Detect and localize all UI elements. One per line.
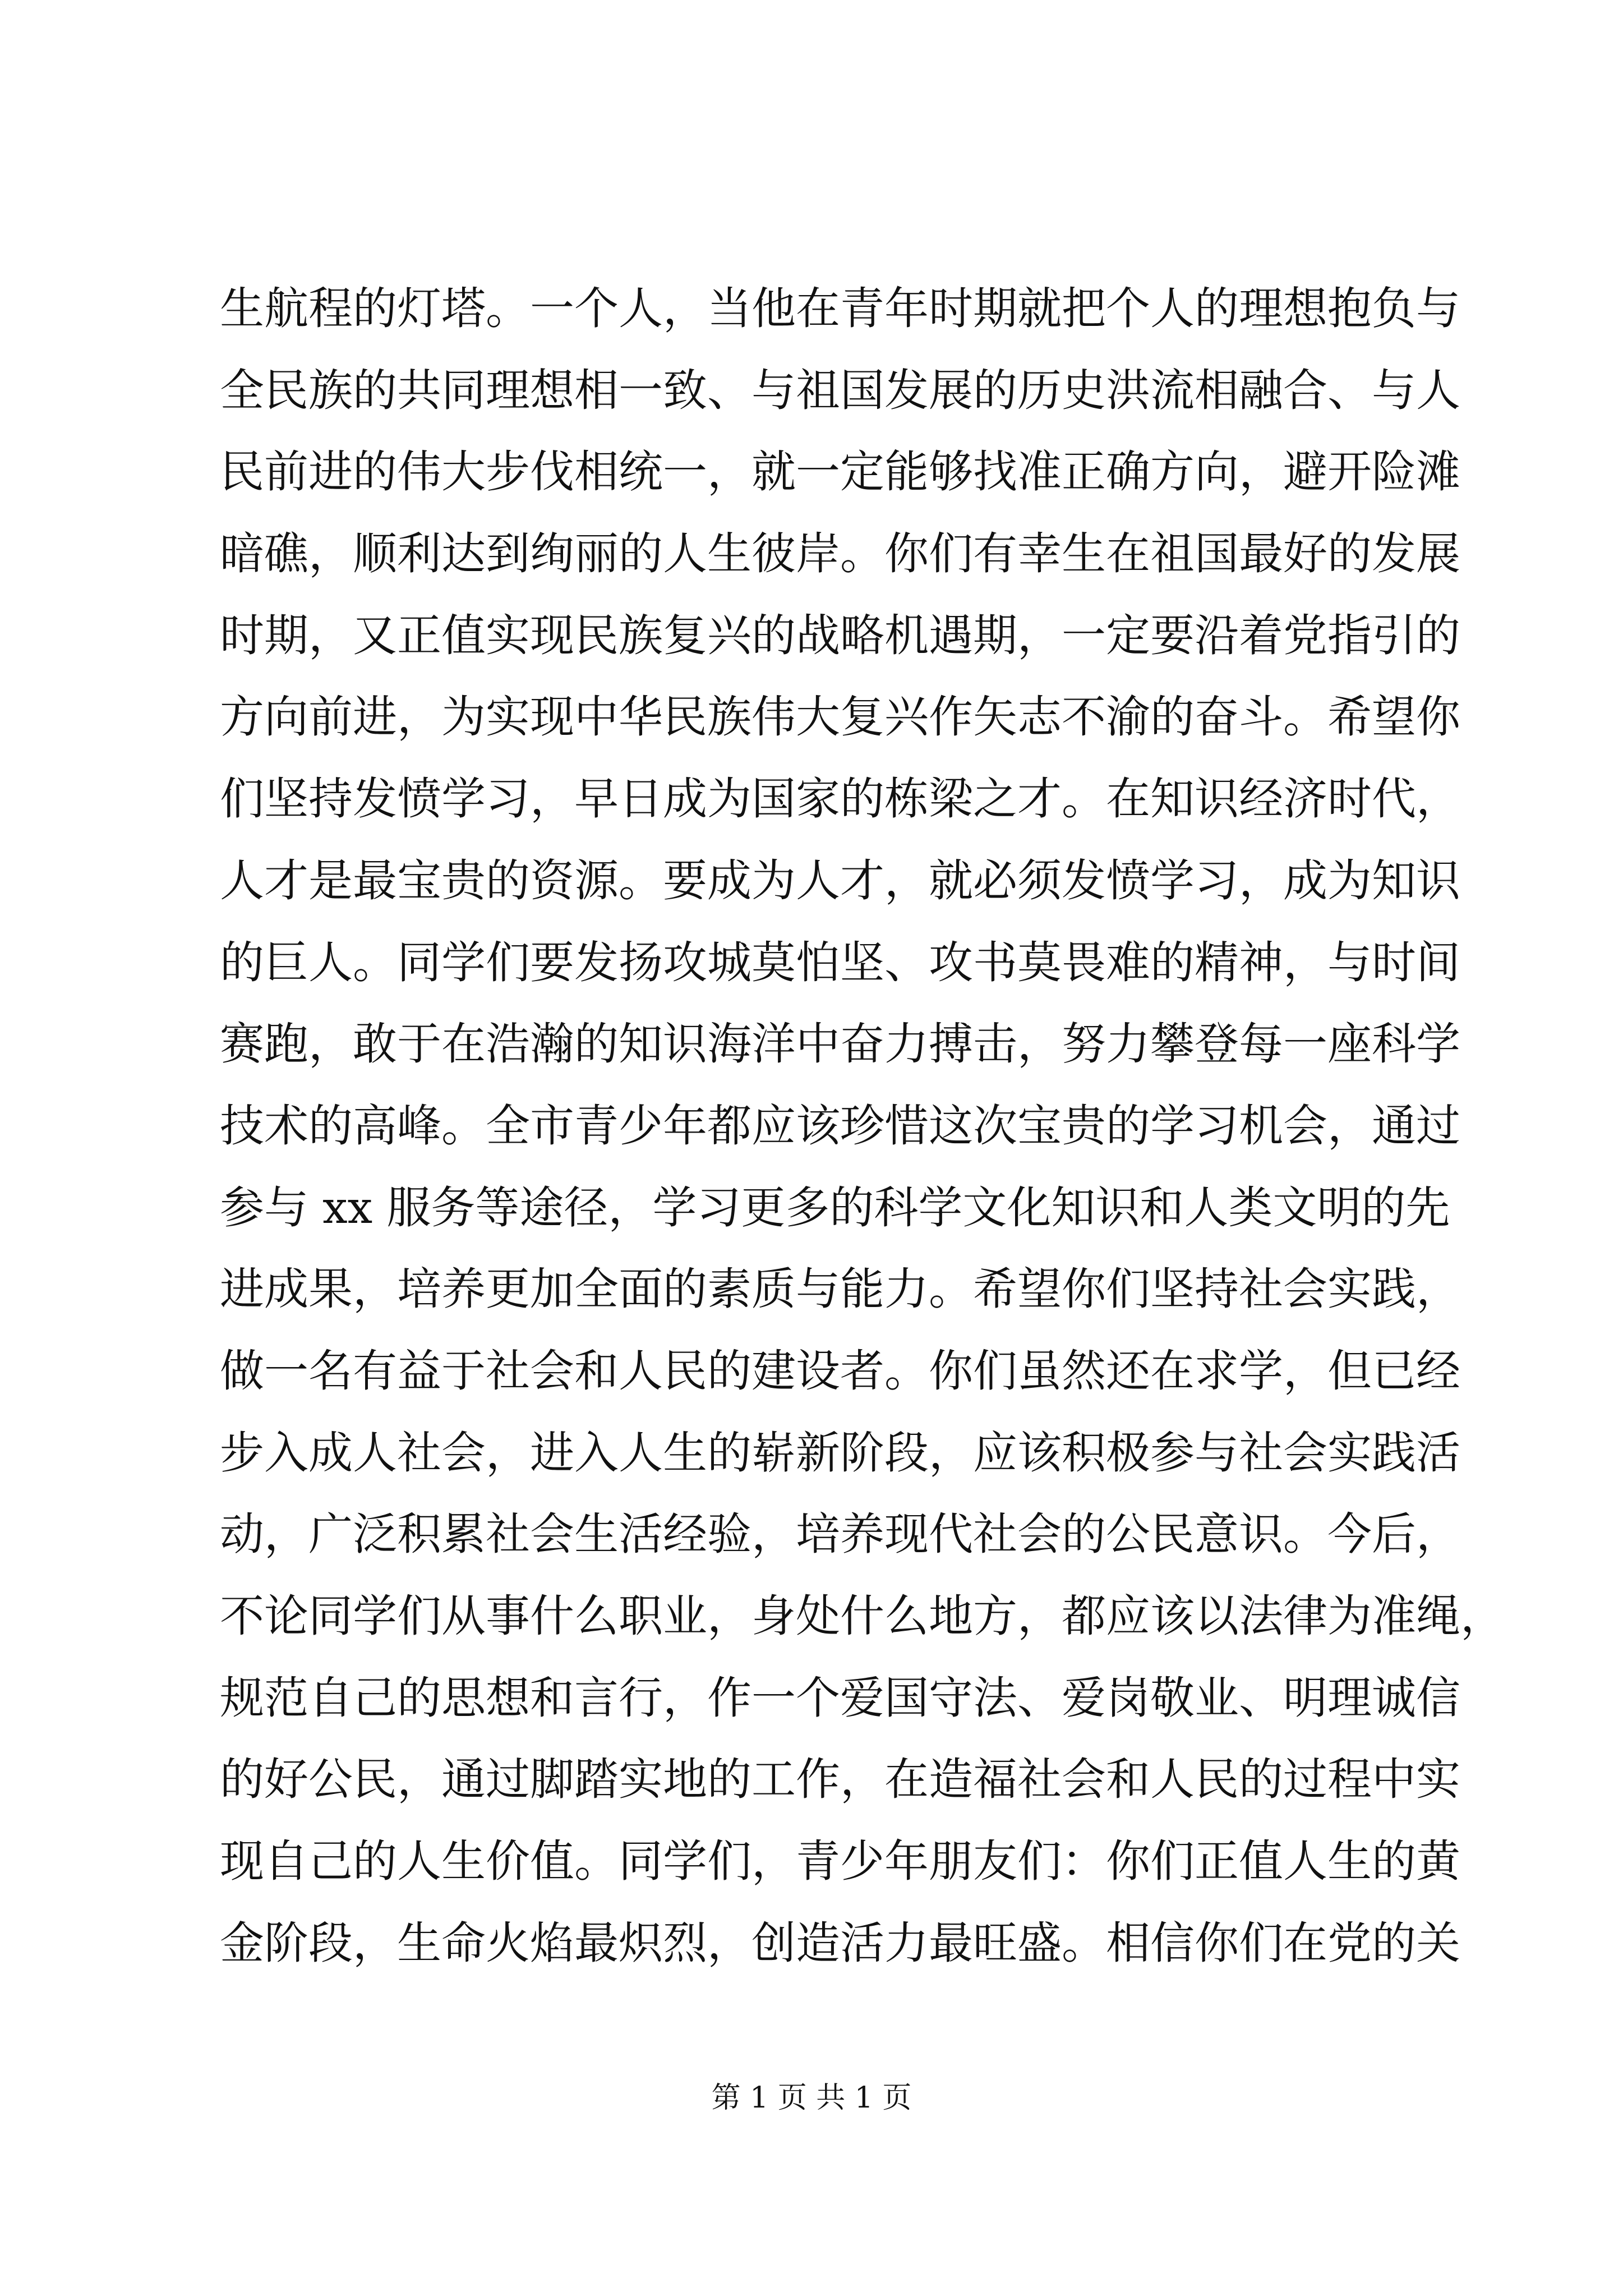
text-line: 参与 xx 服务等途径，学习更多的科学文化知识和人类文明的先 (220, 1181, 1450, 1234)
text-line: 做一名有益于社会和人民的建设者。你们虽然还在求学，但已经 (220, 1345, 1460, 1397)
page-footer (0, 2076, 1623, 2120)
text-line: 全民族的共同理想相一致、与祖国发展的历史洪流相融合、与人 (220, 364, 1460, 416)
text-line: 生航程的灯塔。一个人，当他在青年时期就把个人的理想抱负与 (220, 283, 1460, 334)
text-line: 进成果，培养更加全面的素质与能力。希望你们坚持社会实践， (220, 1263, 1460, 1315)
text-line: 步入成人社会，进入人生的崭新阶段，应该积极参与社会实践活 (220, 1427, 1460, 1479)
text-line: 时期，又正值实现民族复兴的战略机遇期，一定要沿着党指引的 (220, 609, 1460, 661)
text-line: 方向前进，为实现中华民族伟大复兴作矢志不渝的奋斗。希望你 (220, 691, 1460, 743)
text-line: 人才是最宝贵的资源。要成为人才，就必须发愤学习，成为知识 (220, 854, 1460, 907)
text-line: 规范自己的思想和言行，作一个爱国守法、爱岗敬业、明理诚信 (220, 1672, 1460, 1724)
text-line: 现自己的人生价值。同学们，青少年朋友们：你们正值人生的黄 (220, 1835, 1460, 1888)
text-line: 民前进的伟大步伐相统一，就一定能够找准正确方向，避开险滩 (220, 446, 1460, 498)
text-line: 金阶段，生命火焰最炽烈，创造活力最旺盛。相信你们在党的关 (220, 1917, 1460, 1969)
body-text (220, 268, 1505, 1984)
text-line: 的好公民，通过脚踏实地的工作，在造福社会和人民的过程中实 (220, 1754, 1460, 1806)
text-line: 们坚持发愤学习，早日成为国家的栋梁之才。在知识经济时代， (220, 773, 1460, 825)
text-line: 动，广泛积累社会生活经验，培养现代社会的公民意识。今后， (220, 1508, 1460, 1561)
text-line: 赛跑，敢于在浩瀚的知识海洋中奋力搏击，努力攀登每一座科学 (220, 1018, 1460, 1070)
text-line: 不论同学们从事什么职业，身处什么地方，都应该以法律为准绳， (220, 1590, 1505, 1642)
text-line: 暗礁，顺利达到绚丽的人生彼岸。你们有幸生在祖国最好的发展 (220, 528, 1460, 580)
text-line: 的巨人。同学们要发扬攻城莫怕坚、攻书莫畏难的精神，与时间 (220, 936, 1460, 988)
page-number: 第 1 页 共 1 页 (711, 2081, 912, 2115)
text-line: 技术的高峰。全市青少年都应该珍惜这次宝贵的学习机会，通过 (220, 1099, 1460, 1152)
